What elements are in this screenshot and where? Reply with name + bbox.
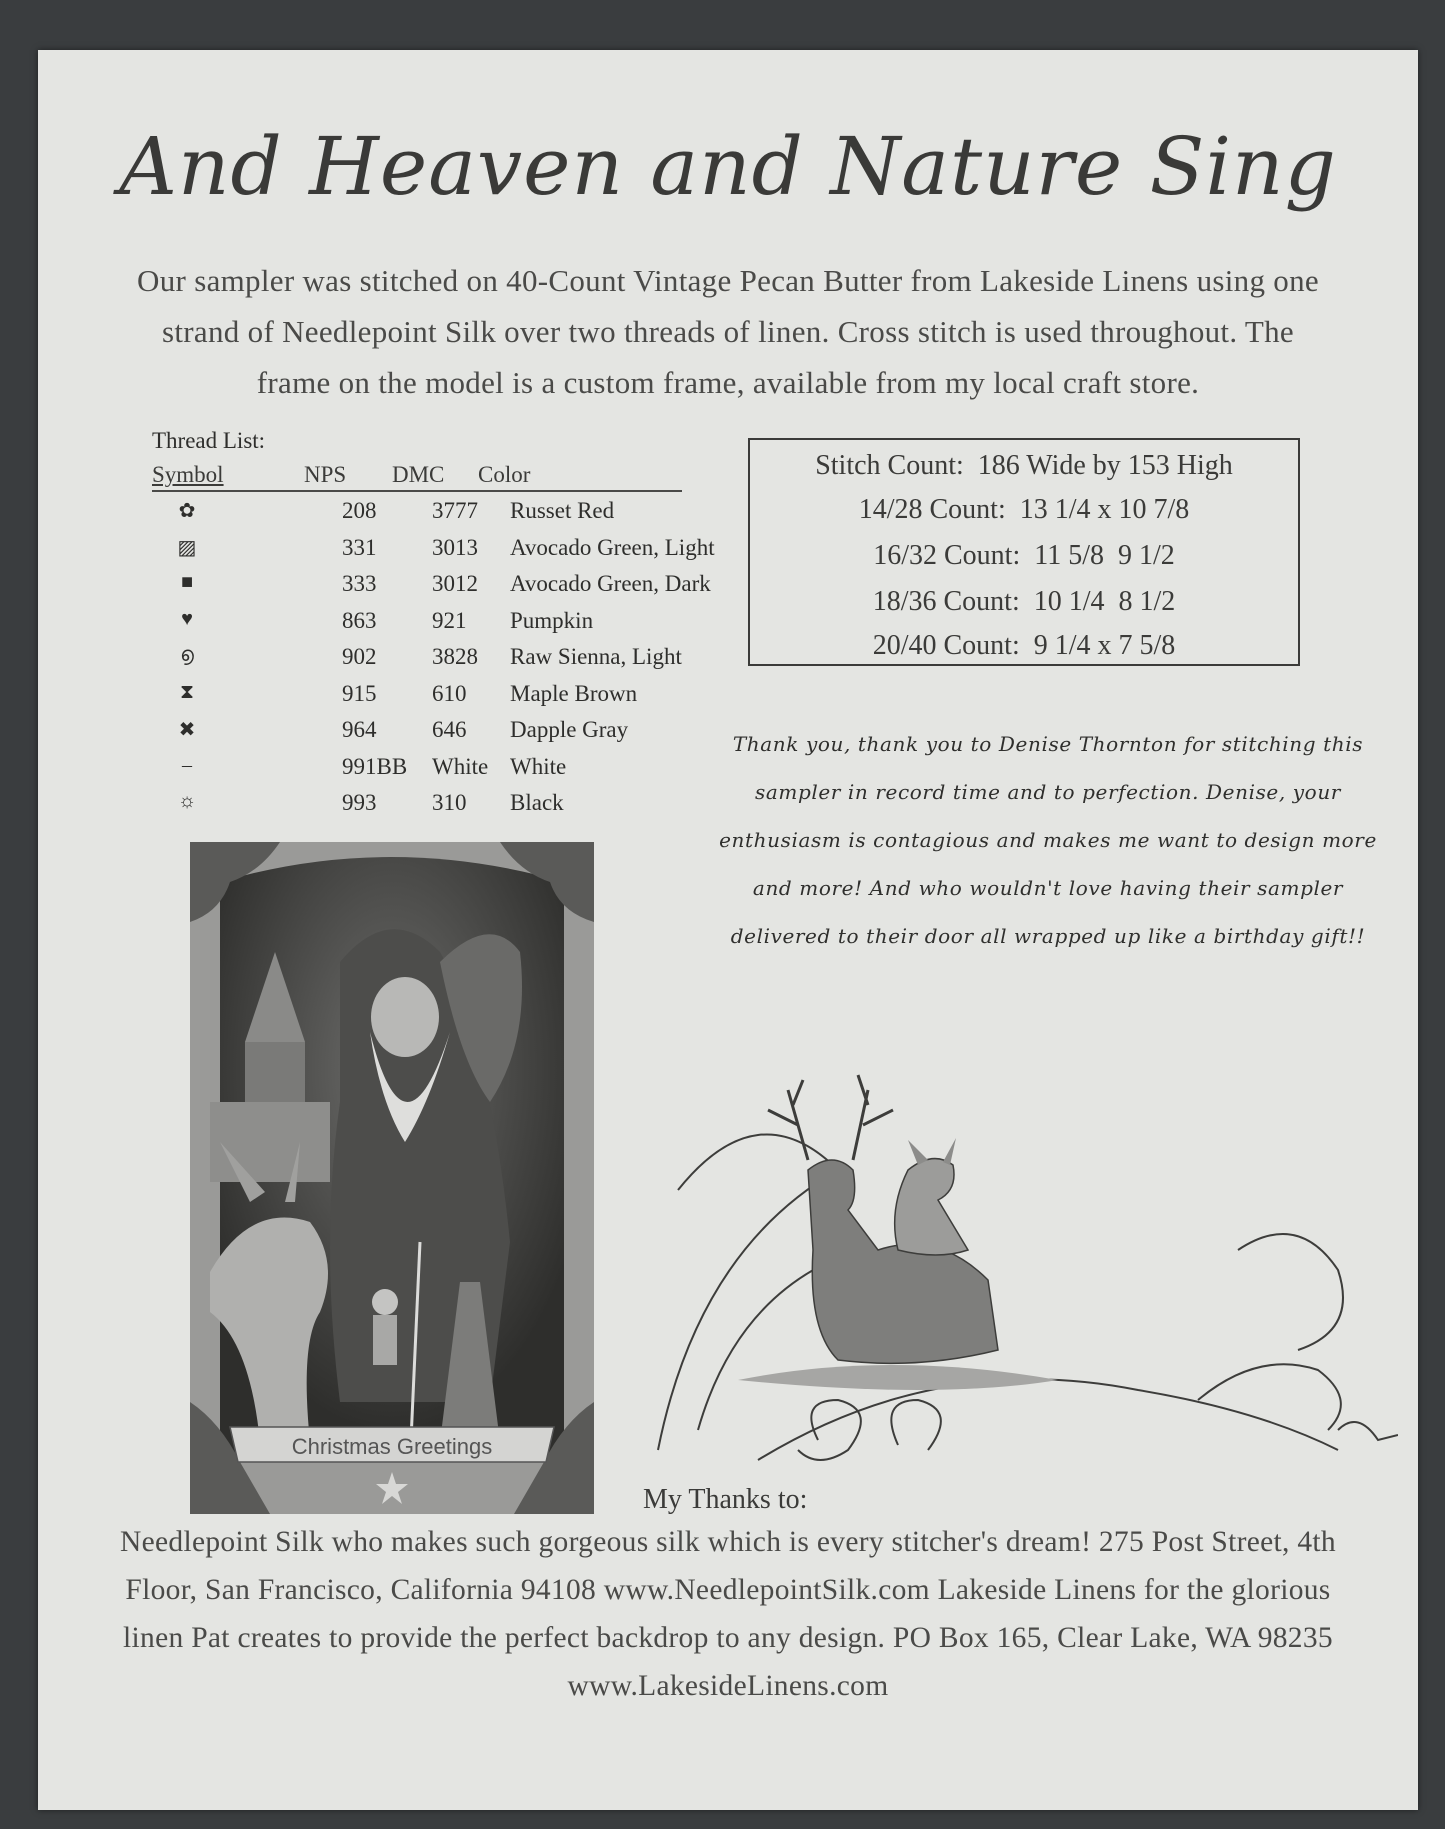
table-row [152,748,722,785]
thanks-paragraph: Needlepoint Silk who makes such gorgeous silk which is every stitcher's dream! 275 Post Street, 4th Floor, San Francisco, California 94108 www.NeedlepointSilk.com Lakeside Linens for the glorious linen Pat creates to provide the perfect backdrop to any design. PO Box 165, Clear Lake, WA 98235 www.LakesideLinens.com [120,1526,1336,1702]
table-row [152,492,722,529]
sun-symbol-icon: ☼ [177,790,197,812]
nps-number: 915 [342,680,377,706]
table-row [152,675,722,712]
hatched-square-symbol-icon: ▨ [177,536,197,559]
count-18-36: 18/36 Count: 10 1/4 8 1/2 [872,586,1176,617]
christmas-postcard-image [190,842,594,1514]
nps-number: 333 [342,571,377,596]
dmc-number: 3013 [432,534,478,560]
stitch-count-box [748,438,1300,666]
header-symbol: Symbol [152,462,224,487]
thread-list-heading: Thread List: [152,428,266,453]
header-dmc: DMC [392,462,445,487]
intro-paragraph: Our sampler was stitched on 40-Count Vintage Pecan Butter from Lakeside Linens using one strand of Needlepoint Silk over two threads of linen. Cross stitch is used throughout. The frame on the model is a custom frame, available from my local craft store. [137,263,1319,400]
deer-flourish-illustration [638,1050,1398,1470]
thanks-heading: My Thanks to: [643,1484,808,1515]
dmc-number: 3828 [432,644,478,669]
pattern-title: And Heaven and Nature Sing [119,120,1337,213]
color-name: Avocado Green, Dark [510,571,711,596]
color-name: Russet Red [510,498,615,523]
table-row [152,602,722,639]
dmc-number: 610 [432,680,467,706]
nps-number: 993 [342,790,377,815]
table-row [152,711,722,748]
color-name: Raw Sienna, Light [510,644,682,669]
table-row [152,784,722,821]
nps-number: 902 [342,644,377,669]
thank-you-note: Thank you, thank you to Denise Thornton for stitching this sampler in record time and to perfection. Denise, your enthusiasm is contagious and makes me want to design more and more! And who wouldn't love having their sampler delivered to their door all wrapped up like a birthday gift!! [719,732,1377,948]
filled-square-symbol-icon: ■ [180,571,194,593]
hourglass-symbol-icon: ⧗ [179,680,195,703]
nps-number: 863 [342,607,377,633]
dmc-number: 646 [432,717,467,742]
dash-symbol-icon: – [182,753,192,776]
thread-list-table [152,460,722,821]
spiral-symbol-icon: ൭ [180,644,194,666]
dmc-number: 921 [432,607,467,633]
nps-number: 964 [342,717,377,742]
nps-number: 331 [342,534,377,560]
dmc-number: White [432,753,489,779]
count-16-32: 16/32 Count: 11 5/8 9 1/2 [873,540,1175,571]
pattern-sheet [38,50,1418,1810]
color-name: Maple Brown [510,680,638,706]
stitch-count-line: Stitch Count: 186 Wide by 153 High [815,450,1233,481]
nps-number: 991BB [342,753,408,779]
color-name: Pumpkin [510,607,594,633]
santa-illustration [190,842,594,1514]
color-name: Dapple Gray [510,717,629,742]
postcard-banner: Christmas Greetings [291,1434,493,1459]
flower-symbol-icon: ✿ [178,500,196,522]
table-row [152,565,722,602]
dmc-number: 310 [432,790,467,815]
dmc-number: 3777 [432,498,478,523]
header-nps: NPS [304,462,347,487]
table-row [152,529,722,566]
count-20-40: 20/40 Count: 9 1/4 x 7 5/8 [872,630,1176,661]
heart-symbol-icon: ♥ [181,607,193,630]
count-14-28: 14/28 Count: 13 1/4 x 10 7/8 [858,494,1190,525]
thread-list-header [152,460,682,492]
color-name: White [510,753,567,779]
table-row [152,638,722,675]
color-name: Black [510,790,564,815]
header-color: Color [478,462,531,487]
x-symbol-icon: ✖ [178,719,196,741]
dmc-number: 3012 [432,571,478,596]
nps-number: 208 [342,498,377,523]
color-name: Avocado Green, Light [510,534,715,560]
